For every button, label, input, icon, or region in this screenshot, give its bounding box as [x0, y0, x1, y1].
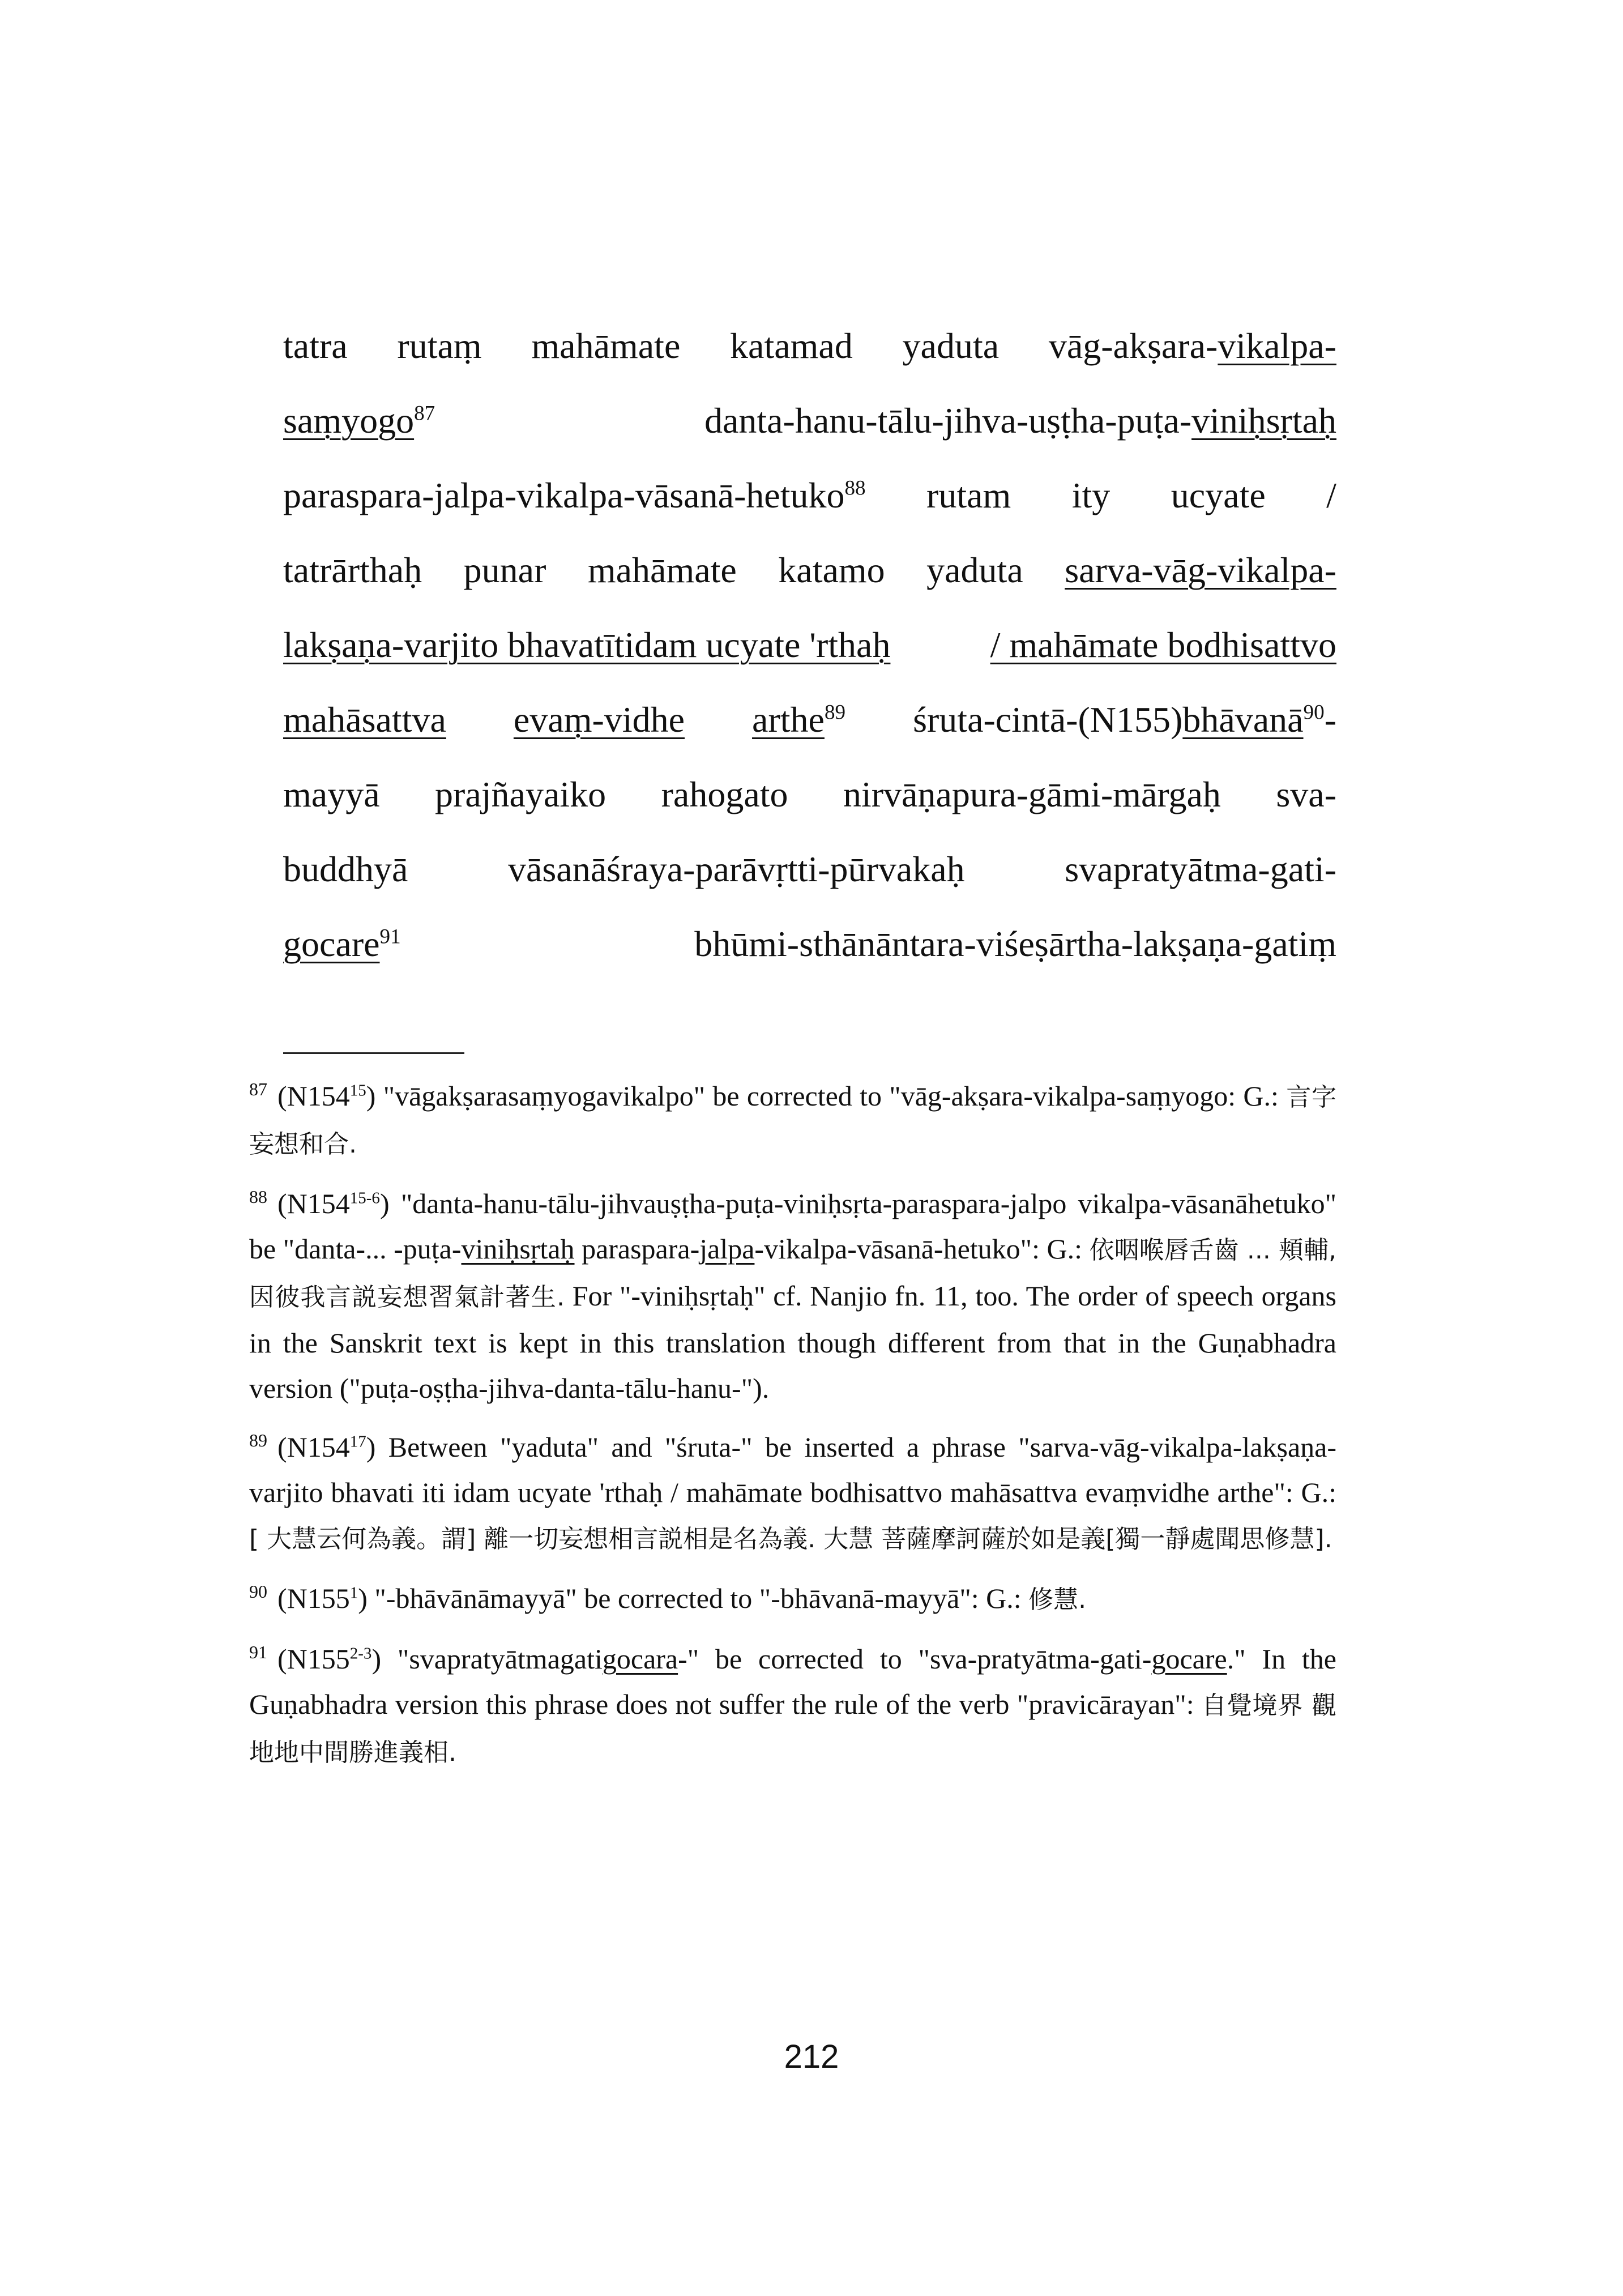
text-line	[283, 608, 1336, 682]
text-line	[283, 458, 1336, 533]
footnote-number: 88	[249, 1187, 267, 1207]
text-line	[283, 533, 1336, 608]
text-line	[283, 757, 1336, 832]
word: arthe$^{89}$	[752, 699, 846, 740]
word: / mahāmate bodhisattvo	[990, 625, 1336, 665]
text-line	[283, 907, 1336, 981]
word: sva-	[1276, 774, 1336, 814]
footnote-88: $^{88}$ (N154$^{15-6}$) "danta-hanu-tālu-jihvauṣṭha-puṭa-viniḥsṛta-paraspara-jalpo vikalpa-vāsanāhetuko" be "danta-... -puṭa-viniḥsṛtaḥ paraspara-jalpa-vikalpa-vāsanā-hetuko": G.: 依咽喉唇舌齒 ... 頬輔, 因彼我言説妄想習氣計著生. For "-viniḥsṛtaḥ" cf. Nanjio fn. 11, too. The order of speech organs in the Sanskrit text is kept in this translation though different from that in the Guṇabhadra version ("puṭa-oṣṭha-jihva-danta-tālu-hanu-").	[249, 1187, 1337, 1404]
footnote-ref: 88	[844, 476, 866, 500]
word: nirvāṇapura-gāmi-mārgaḥ	[843, 774, 1221, 814]
footnote-separator-rule	[283, 1052, 464, 1054]
word: mahāmate	[587, 550, 737, 590]
footnotes-section	[249, 1073, 1336, 1789]
main-sanskrit-text	[283, 309, 1336, 981]
word: rahogato	[661, 774, 788, 814]
footnote-89: $^{89}$ $(N154^{17})$ Between "yaduta" and "śruta-" be inserted a phrase "sarva-vāg-vikalpa-lakṣaṇa-varjito bhavati iti idam ucyate 'rthaḥ / mahāmate bodhisattvo mahāsattva evaṃvidhe arthe": G.: [ 大慧云何為義。謂] 離一切妄想相言説相是名為義. 大慧 菩薩摩訶薩於如是義[獨一靜處聞思修慧].	[249, 1430, 1336, 1554]
word: svapratyātma-gati-	[1065, 849, 1336, 889]
word: buddhyā	[283, 849, 408, 889]
word: evaṃ-vidhe	[513, 699, 685, 740]
word: katamad	[730, 326, 853, 366]
word: mahāsattva	[283, 699, 446, 740]
word: tatrārthaḥ	[283, 550, 422, 590]
word: rutam	[926, 475, 1011, 515]
word: /	[1326, 475, 1336, 515]
footnote-ref: 89	[824, 701, 846, 724]
footnote-ref: 91	[379, 925, 401, 949]
word: saṃyogo$^{87}$	[283, 400, 435, 441]
word: lakṣaṇa-varjito bhavatītidam ucyate 'rthaḥ	[283, 625, 891, 665]
word: tatra	[283, 326, 348, 366]
word: sarva-vāg-vikalpa-	[1065, 550, 1336, 590]
text-line	[283, 682, 1336, 757]
footnote-87: $^{87}$ $(N154^{15})$ "vāgakṣarasaṃyogavikalpo" be corrected to "vāg-akṣara-vikalpa-saṃyogo: G.: 言字妄想和合.	[249, 1079, 1337, 1159]
word: paraspara-jalpa-vikalpa-vāsanā-hetuko$^{88}$	[283, 475, 866, 515]
footnote-91: $^{91}$ (N155$^{2-3}$) "svapratyātmagatigocara-" be corrected to "sva-pratyātma-gati-gocare." In the Guṇabhadra version this phrase does not suffer the rule of the verb "pravicārayan": 自覺境界 觀地地中間勝進義相.	[249, 1642, 1337, 1767]
word: prajñayaiko	[435, 774, 607, 814]
footnote-ref: 87	[414, 402, 435, 425]
word: bhūmi-sthānāntara-viśeṣārtha-lakṣaṇa-gatiṃ	[694, 924, 1336, 964]
footnote-ref: 90	[1303, 701, 1325, 724]
text-line	[283, 383, 1336, 458]
footnote-number: 89	[249, 1430, 267, 1451]
footnote-number: 87	[249, 1079, 267, 1100]
word: yaduta	[926, 550, 1023, 590]
page-number: 212	[784, 2038, 839, 2075]
word: gocare$^{91}$	[283, 924, 401, 964]
footnote-number: 90	[249, 1581, 267, 1602]
word: mayyā	[283, 774, 380, 814]
word: katamo	[778, 550, 885, 590]
word: vāsanāśraya-parāvṛtti-pūrvakaḥ	[507, 849, 965, 889]
word: danta-hanu-tālu-jihva-uṣṭha-puṭa-viniḥsṛtaḥ	[704, 400, 1336, 441]
word: yaduta	[902, 326, 1000, 366]
word: ity	[1071, 475, 1111, 515]
word: mahāmate	[531, 326, 681, 366]
word: punar	[463, 550, 546, 590]
footnote-number: 91	[249, 1642, 267, 1663]
word: śruta-cintā-(N155)bhāvanā$^{90}$-	[913, 699, 1336, 740]
word: vāg-akṣara-vikalpa-	[1048, 326, 1336, 366]
footnote-90: $^{90}$ $(N155^1)$ "-bhāvānāmayyā" be corrected to "-bhāvanā-mayyā": G.: 修慧.	[249, 1581, 1087, 1614]
text-line	[283, 832, 1336, 907]
text-line	[283, 309, 1336, 383]
word: rutaṃ	[397, 326, 482, 366]
word: ucyate	[1171, 475, 1266, 515]
